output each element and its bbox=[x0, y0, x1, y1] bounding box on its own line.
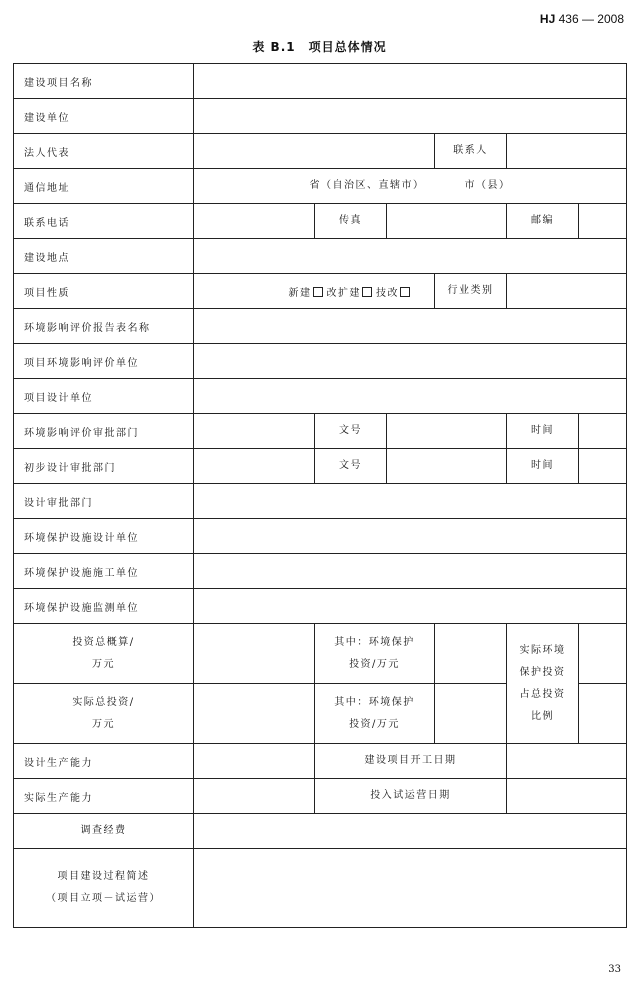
industry-field[interactable] bbox=[507, 274, 627, 309]
trial-date-label: 投入试运营日期 bbox=[315, 779, 507, 814]
start-date-label: 建设项目开工日期 bbox=[315, 744, 507, 779]
province-text: 省（自治区、直辖市） bbox=[309, 180, 425, 191]
survey-fee-field[interactable] bbox=[194, 814, 627, 849]
actual-capacity-label: 实际生产能力 bbox=[14, 779, 194, 814]
report-name-label: 环境影响评价报告表名称 bbox=[14, 309, 194, 344]
report-name-field[interactable] bbox=[194, 309, 627, 344]
page-number: 33 bbox=[608, 964, 621, 975]
construction-unit-label: 建设单位 bbox=[14, 99, 194, 134]
env-monitor-field[interactable] bbox=[194, 589, 627, 624]
summary-field[interactable] bbox=[194, 849, 627, 928]
design-unit-label: 项目设计单位 bbox=[14, 379, 194, 414]
doc-no-label-2: 文号 bbox=[315, 449, 387, 484]
tech-checkbox[interactable] bbox=[400, 287, 410, 297]
contact-field[interactable] bbox=[507, 134, 627, 169]
invest-act-field[interactable] bbox=[194, 684, 315, 744]
new-checkbox[interactable] bbox=[313, 287, 323, 297]
prelim-approve-field[interactable] bbox=[194, 449, 315, 484]
time-label-2: 时间 bbox=[507, 449, 579, 484]
eia-unit-field[interactable] bbox=[194, 344, 627, 379]
env-invest-label-2: 其中：环境保护 投资/万元 bbox=[315, 684, 435, 744]
env-design-field[interactable] bbox=[194, 519, 627, 554]
summary-label: 项目建设过程简述 （项目立项－试运营） bbox=[14, 849, 194, 928]
design-capacity-field[interactable] bbox=[194, 744, 315, 779]
phone-label: 联系电话 bbox=[14, 204, 194, 239]
time-field[interactable] bbox=[579, 414, 627, 449]
location-label: 建设地点 bbox=[14, 239, 194, 274]
start-date-field[interactable] bbox=[507, 744, 627, 779]
env-monitor-label: 环境保护设施监测单位 bbox=[14, 589, 194, 624]
standard-number: HJ 436 — 2008 bbox=[539, 12, 624, 26]
postcode-label: 邮编 bbox=[507, 204, 579, 239]
actual-capacity-field[interactable] bbox=[194, 779, 315, 814]
fax-field[interactable] bbox=[387, 204, 507, 239]
invest-est-label: 投资总概算/ 万元 bbox=[14, 624, 194, 684]
address-field[interactable] bbox=[194, 169, 627, 204]
fax-label: 传真 bbox=[315, 204, 387, 239]
time-field-2[interactable] bbox=[579, 449, 627, 484]
time-label: 时间 bbox=[507, 414, 579, 449]
city-text: 市（县） bbox=[464, 180, 511, 191]
env-build-label: 环境保护设施施工单位 bbox=[14, 554, 194, 589]
legal-rep-label: 法人代表 bbox=[14, 134, 194, 169]
invest-est-field[interactable] bbox=[194, 624, 315, 684]
design-unit-field[interactable] bbox=[194, 379, 627, 414]
ratio-field-1[interactable] bbox=[579, 624, 627, 684]
design-capacity-label: 设计生产能力 bbox=[14, 744, 194, 779]
industry-label: 行业类别 bbox=[435, 274, 507, 309]
invest-act-label: 实际总投资/ 万元 bbox=[14, 684, 194, 744]
construction-unit-field[interactable] bbox=[194, 99, 627, 134]
legal-rep-field[interactable] bbox=[194, 134, 435, 169]
design-approve-field[interactable] bbox=[194, 484, 627, 519]
project-overview-table bbox=[13, 63, 627, 928]
eia-approve-field[interactable] bbox=[194, 414, 315, 449]
nature-options: 新建 改扩建 技改 bbox=[194, 274, 435, 309]
address-label: 通信地址 bbox=[14, 169, 194, 204]
location-field[interactable] bbox=[194, 239, 627, 274]
ratio-field-2[interactable] bbox=[579, 684, 627, 744]
env-invest-label: 其中：环境保护 投资/万元 bbox=[315, 624, 435, 684]
phone-field[interactable] bbox=[194, 204, 315, 239]
project-name-field[interactable] bbox=[194, 64, 627, 99]
eia-approve-label: 环境影响评价审批部门 bbox=[14, 414, 194, 449]
project-name-label: 建设项目名称 bbox=[14, 64, 194, 99]
ratio-label: 实际环境 保护投资 占总投资 比例 bbox=[507, 624, 579, 744]
doc-no-field[interactable] bbox=[387, 414, 507, 449]
trial-date-field[interactable] bbox=[507, 779, 627, 814]
doc-no-field-2[interactable] bbox=[387, 449, 507, 484]
env-invest-field-2[interactable] bbox=[435, 684, 507, 744]
doc-no-label: 文号 bbox=[315, 414, 387, 449]
env-build-field[interactable] bbox=[194, 554, 627, 589]
contact-label: 联系人 bbox=[435, 134, 507, 169]
survey-fee-label: 调查经费 bbox=[14, 814, 194, 849]
env-design-label: 环境保护设施设计单位 bbox=[14, 519, 194, 554]
env-invest-field[interactable] bbox=[435, 624, 507, 684]
table-caption: 表 B.1 项目总体情况 bbox=[252, 40, 387, 54]
nature-label: 项目性质 bbox=[14, 274, 194, 309]
rebuild-checkbox[interactable] bbox=[362, 287, 372, 297]
eia-unit-label: 项目环境影响评价单位 bbox=[14, 344, 194, 379]
postcode-field[interactable] bbox=[579, 204, 627, 239]
design-approve-label: 设计审批部门 bbox=[14, 484, 194, 519]
prelim-approve-label: 初步设计审批部门 bbox=[14, 449, 194, 484]
